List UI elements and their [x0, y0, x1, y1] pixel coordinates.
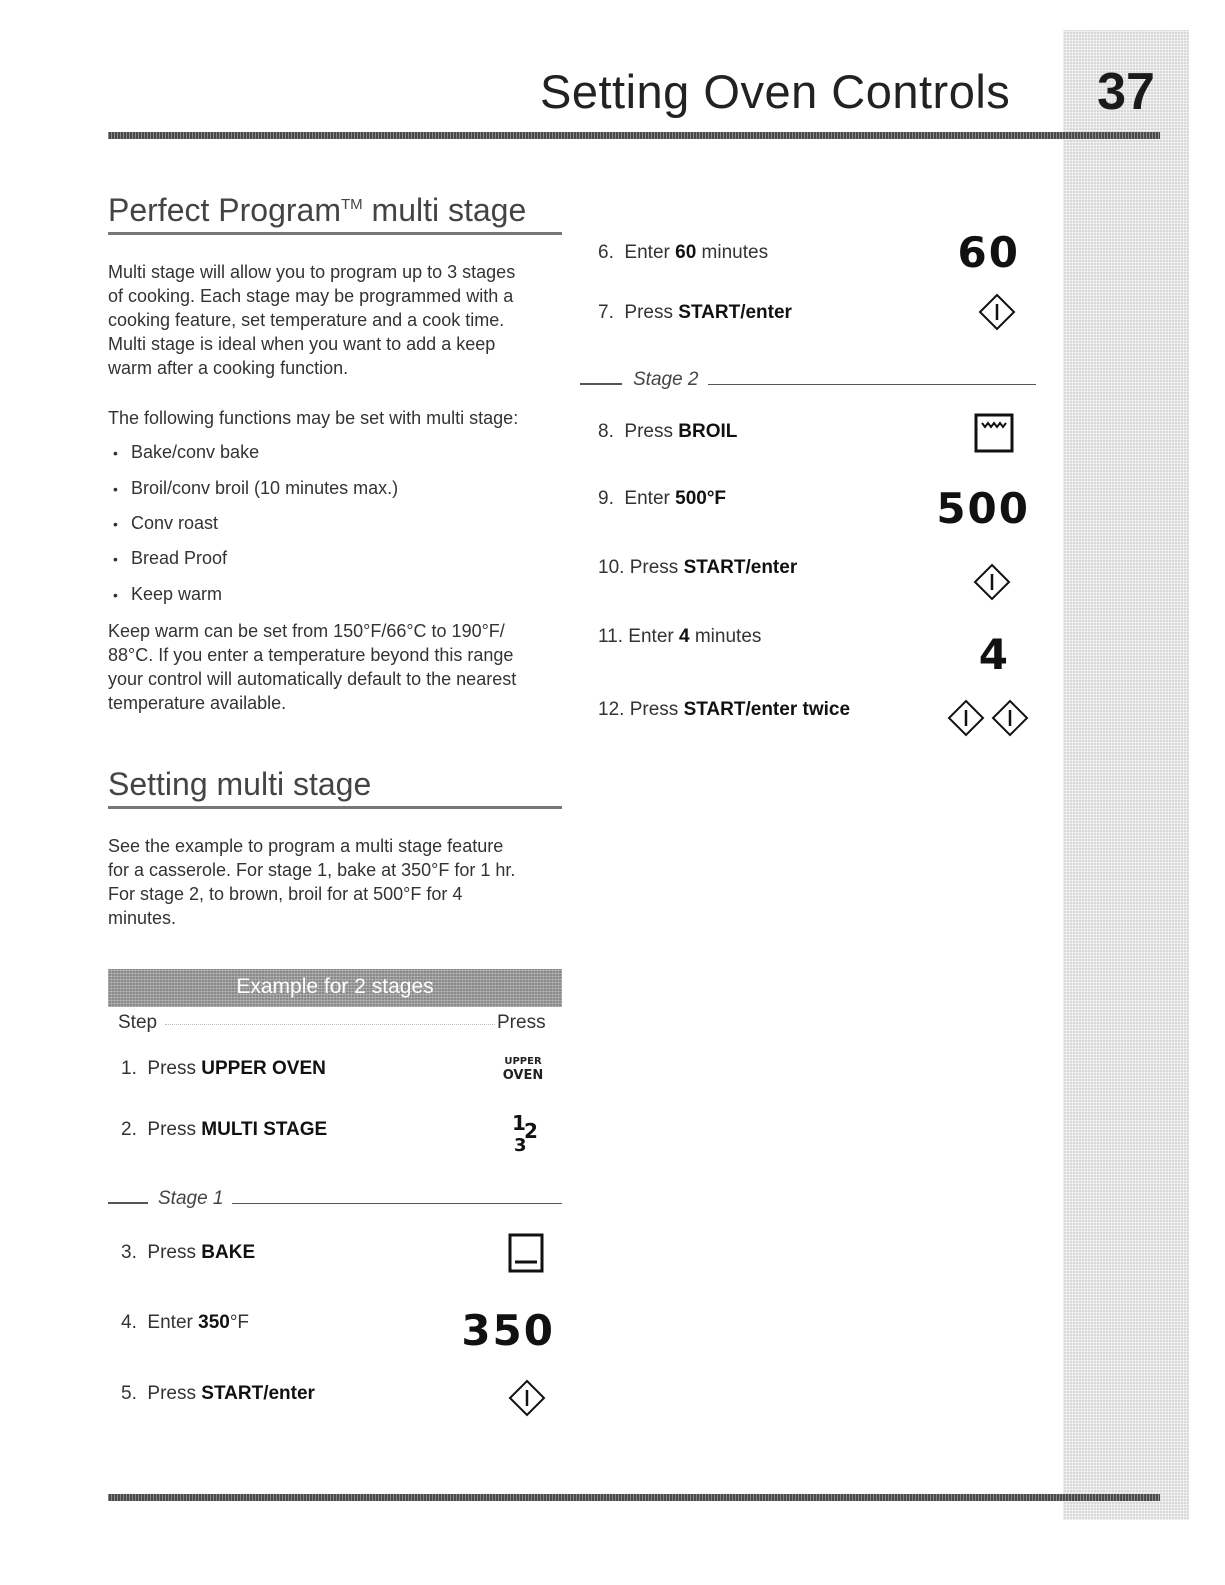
stage-1-label: Stage 1: [158, 1188, 224, 1209]
stage-2-dash: [580, 383, 622, 385]
intro-paragraph: Multi stage will allow you to program up to 3 stages of cooking. Each stage may be programmed with a cooking feature, set temperature and a cook time. Multi stage is ideal when you want to add a keep warm after a cooking function.: [108, 262, 516, 378]
step-2: 2. Press MULTI STAGE: [121, 1119, 328, 1140]
list-item: • Conv roast: [113, 513, 218, 534]
svg-text:3: 3: [514, 1135, 527, 1156]
column-header-press: Press: [497, 1012, 546, 1033]
step-3: 3. Press BAKE: [121, 1242, 256, 1263]
step-10: 10. Press START/enter: [598, 557, 798, 578]
display-500: 500: [936, 484, 1030, 533]
svg-text:1: 1: [512, 1111, 526, 1135]
column-header-step: Step: [118, 1012, 158, 1033]
step-9: 9. Enter 500°F: [598, 488, 727, 509]
display-4: 4: [978, 630, 1010, 679]
section-heading-perfect-program: Perfect Program™ multi stage: [108, 192, 527, 228]
section-heading-rule: [108, 806, 562, 809]
start-enter-icon: [972, 562, 1012, 602]
broil-icon: [974, 413, 1014, 453]
start-enter-icon: [990, 698, 1030, 738]
step-6: 6. Enter 60 minutes: [598, 242, 769, 263]
svg-text:2: 2: [524, 1119, 538, 1143]
page-title: Setting Oven Controls: [540, 65, 1011, 118]
stage-1-dash: [108, 1202, 148, 1204]
display-350: 350: [461, 1306, 555, 1355]
step-5: 5. Press START/enter: [121, 1383, 315, 1404]
list-item: • Bake/conv bake: [113, 442, 259, 463]
footer-rule: [108, 1494, 1160, 1501]
list-item: • Keep warm: [113, 584, 222, 605]
column-header-divider: [165, 1024, 495, 1025]
step-4: 4. Enter 350°F: [121, 1312, 250, 1333]
page-side-band: [1063, 30, 1189, 1520]
example-paragraph: See the example to program a multi stage feature for a casserole. For stage 1, bake at 350°F for 1 hr. For stage 2, to brown, broil for at 500°F for 4 minutes.: [108, 836, 516, 928]
header-rule: [108, 132, 1160, 139]
step-11: 11. Enter 4 minutes: [598, 626, 762, 647]
step-8: 8. Press BROIL: [598, 421, 738, 442]
step-1: 1. Press UPPER OVEN: [121, 1058, 326, 1079]
stage-2-label: Stage 2: [633, 369, 699, 390]
page-number: 37: [1097, 63, 1155, 121]
start-enter-icon: [977, 292, 1017, 332]
functions-intro: The following functions may be set with multi stage:: [108, 408, 519, 428]
list-item: • Broil/conv broil (10 minutes max.): [113, 478, 398, 499]
stage-1-rule: [232, 1203, 562, 1204]
display-60: 60: [957, 228, 1020, 277]
step-12: 12. Press START/enter twice: [598, 699, 851, 720]
section-heading-rule: [108, 232, 562, 235]
bake-icon: [508, 1233, 544, 1273]
list-item: • Bread Proof: [113, 548, 227, 569]
start-enter-icon: [507, 1378, 547, 1418]
stage-2-rule: [708, 384, 1036, 385]
start-enter-icon: [946, 698, 986, 738]
upper-oven-key-icon: UPPER OVEN: [502, 1056, 544, 1083]
example-banner: Example for 2 stages: [108, 969, 562, 1007]
multi-stage-key-icon: [508, 1110, 548, 1156]
keep-warm-paragraph: Keep warm can be set from 150°F/66°C to 190°F/ 88°C. If you enter a temperature beyond this range your control will automatically default to the nearest temperature available.: [108, 621, 517, 713]
section-heading-setting-multi-stage: Setting multi stage: [108, 766, 372, 802]
step-7: 7. Press START/enter: [598, 302, 792, 323]
